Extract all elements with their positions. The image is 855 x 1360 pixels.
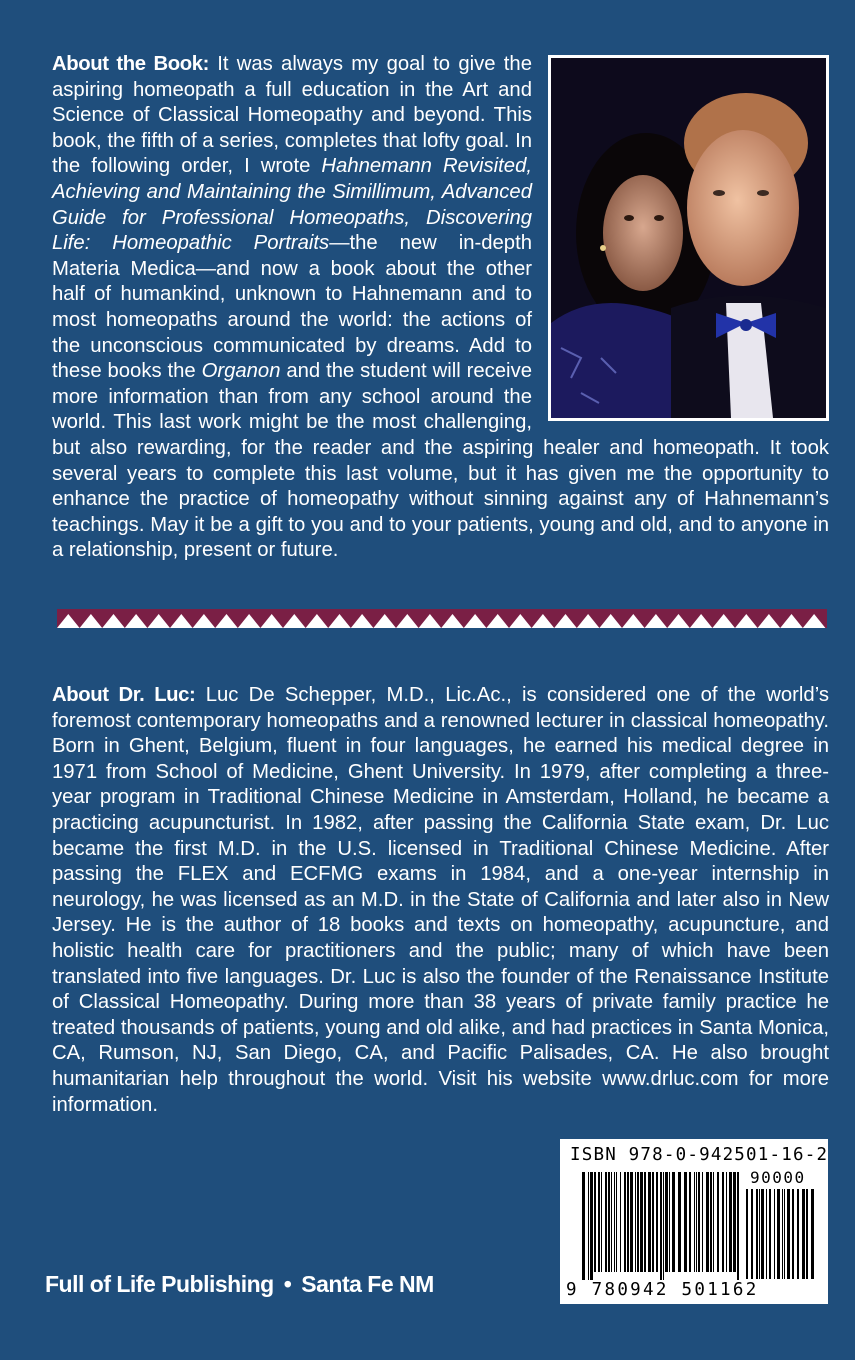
ean-barcode [582,1172,742,1280]
addon-barcode [746,1189,820,1279]
about-author-text [52,683,829,1118]
isbn-number: ISBN 978-0-942501-16-2 [570,1145,829,1165]
ean-number: 9 780942 501162 [566,1280,759,1300]
publisher-line [45,1271,434,1298]
price-code: 90000 [750,1168,806,1187]
book-titles: Hahnemann Revisited, Achieving and Maintaining the Simillimum, Advanced Guide for Professional Homeopaths, Discovering Life: Homeopathic Portraits [52,155,532,255]
about-book-rest: and the student will receive more information than from any school around the world. This last work might be the most challenging, but also rewarding, for the reader and the aspiring healer and homeopath. It took several years to complete this last volume, but it has given me the opportunity to enhance the practice of homeopathy without sinning against any of Hahnemann’s teachings. May it be a gift to you and to your patients, young and old, and to anyone in a relationship, present or future. [52,360,829,562]
organon-title: Organon [201,360,281,383]
about-author-heading: About Dr. Luc: [52,684,196,706]
author-photo [548,55,829,421]
about-author-section [52,683,829,1118]
publisher-name: Full of Life Publishing [45,1271,274,1297]
publisher-location: Santa Fe NM [301,1271,434,1297]
isbn-barcode-box [560,1139,828,1304]
author-photo-image [551,58,826,418]
about-book-middle: —the new in-depth Materia Medica—and now a book about the other half of humankind, unknown to Hahnemann and to most homeopaths around the world: the actions of the unconscious communicated by dreams. Add to these books the [52,232,532,383]
decorative-divider [57,609,827,628]
about-book-section [52,52,829,564]
about-book-heading: About the Book: [52,53,209,75]
separator-dot: • [283,1271,292,1297]
about-author-body: Luc De Schepper, M.D., Lic.Ac., is considered one of the world’s foremost contemporary homeopaths and a renowned lecturer in classical homeopathy. Born in Ghent, Belgium, fluent in four languages, he earned his medical degree in 1971 from School of Medicine, Ghent University. In 1979, after completing a three-year program in Traditional Chinese Medicine in Amsterdam, Holland, he became a practicing acupuncturist. In 1982, after passing the California State exam, Dr. Luc became the first M.D. in the U.S. licensed in Traditional Chinese Medicine. After passing the FLEX and ECFMG exams in 1984, and a one-year internship in neurology, he was licensed as an M.D. in the State of California and later also in New Jersey. He is the author of 18 books and texts on homeopathy, acupuncture, and holistic health care for practitioners and the public; many of which have been translated into five languages. Dr. Luc is also the founder of the Renaissance Institute of Classical Homeopathy. During more than 38 years of private family practice he treated thousands of patients, young and old alike, and had practices in Santa Monica, CA, Rumson, NJ, San Diego, CA, and Pacific Palisades, CA. He also brought humanitarian help throughout the world. Visit his website www.drluc.com for more information. [52,684,829,1116]
about-book-intro: It was always my goal to give the aspiring homeopath a full education in the Art and Science of Classical Homeopathy and beyond. This book, the fifth of a series, completes that lofty goal. In the following order, I wrote [52,53,532,178]
